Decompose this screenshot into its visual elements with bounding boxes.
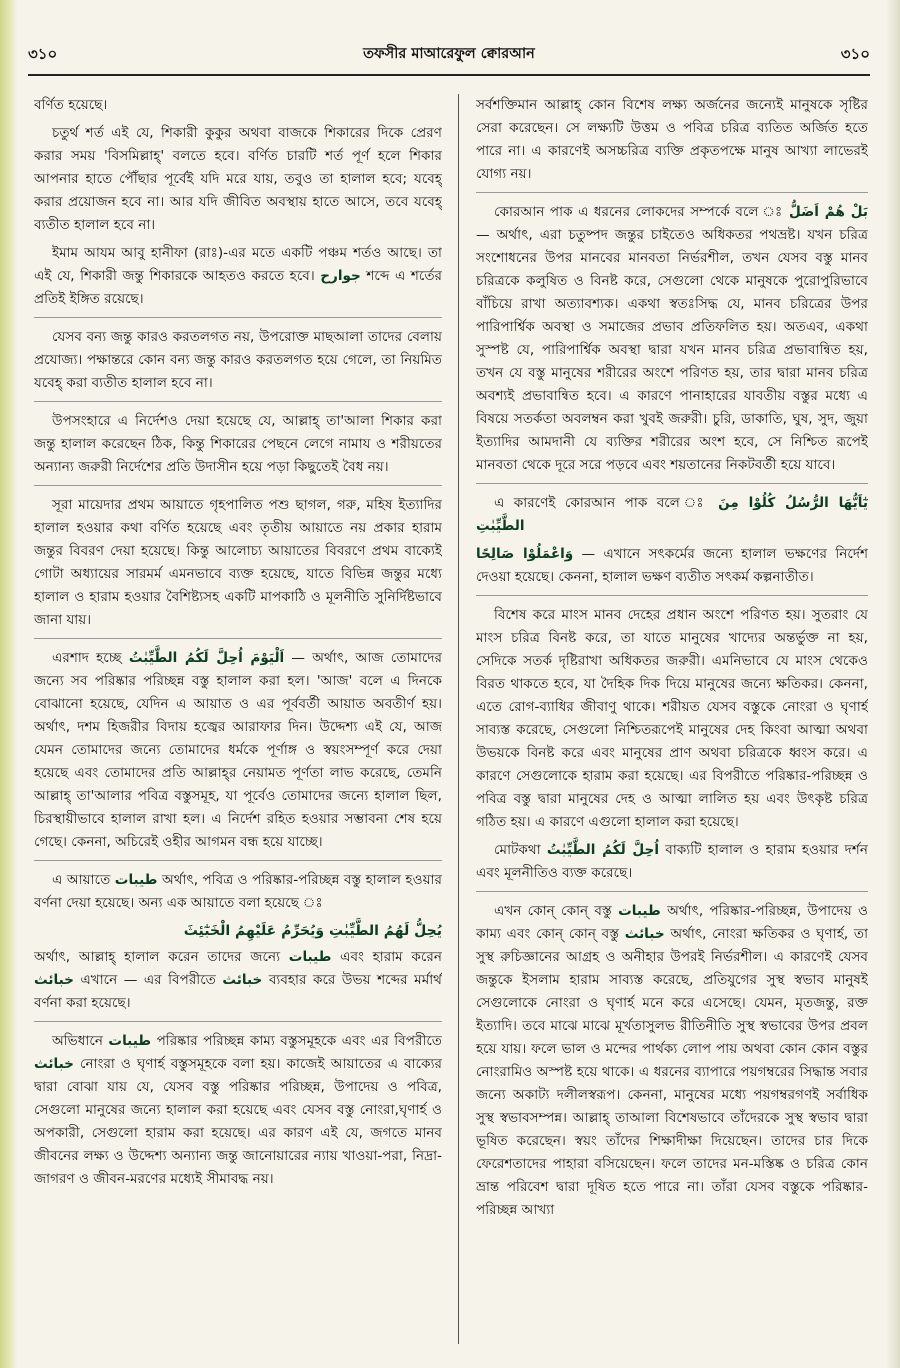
arabic-word: خبائث xyxy=(624,926,665,942)
paragraph-separator xyxy=(476,483,868,484)
paragraph-separator xyxy=(34,1021,442,1022)
paragraph: যেসব বন্য জন্তু কারও করতলগত নয়, উপরোক্ত মাছআলা তাদের বেলায় প্রযোজ্য। পক্ষান্তরে কোন বন্য জন্তু কারও করতলগত হয়ে গেলে, তা নিয়মিত যবেহ্ করা ব্যতীত হালাল হবে না। xyxy=(34,329,442,391)
paragraph: সর্বশক্তিমান আল্লাহ্ কোন বিশেষ লক্ষ্য অর্জনের জন্যেই মানুষকে সৃষ্টির সেরা করেছেন। সে লক্ষ্যটি উত্তম ও পবিত্র চরিত্র ব্যতিত অর্জিত হতে পারে না। এ কারণেই অসচ্চরিত্র ব্যক্তি প্রকৃতপক্ষে মানুষ আখ্যা লাভেরই যোগ্য নয়। xyxy=(476,97,868,182)
header-rule xyxy=(28,74,870,76)
paragraph: সূরা মায়েদার প্রথম আয়াতে গৃহপালিত পশু ছাগল, গরু, মহিষ ইত্যাদির হালাল হওয়ার কথা বর্ণিত হয়েছে এবং তৃতীয় আয়াতে নয় প্রকার হারাম জন্তুর বিবরণ দেয়া হয়েছে। কিন্তু আলোচ্য আয়াতের বিবরণে প্রথম বাক্যেই গোটা অধ্যায়ের সারমর্ম এমনভাবে ব্যক্ত হয়েছে, যাতে বিভিন্ন জন্তুর মধ্যে হালাল ও হারাম হওয়ার বৈশিষ্ট্যসহ একটি মাপকাঠি ও মূলনীতি সুনির্দিষ্টভাবে জানা যায়। xyxy=(34,497,442,628)
page-edge-right xyxy=(886,0,900,1368)
arabic-word: خبائث xyxy=(34,972,74,988)
arabic-word: طيبات xyxy=(618,903,661,919)
page-edge-left xyxy=(0,0,18,1368)
paragraph: মোটকথা اُحِلَّ لَكُمُ الطَّيِّبٰتُ বাক্যটি হালাল ও হারাম হওয়ার দর্শন এবং মূলনীতিও ব্যক্ত করেছে। xyxy=(476,842,868,881)
paragraph-separator xyxy=(34,638,442,639)
arabic-word: خبائث xyxy=(222,972,263,988)
paragraph: وَاعْمَلُوْا صَالِحًا — এখানে সৎকর্মের জন্যে হালাল ভক্ষণের নির্দেশ দেওয়া হয়েছে। কেননা, হালাল ভক্ষণ ব্যতীত সৎকর্ম কল্পনাতীত। xyxy=(476,546,868,585)
paragraph: এ আয়াতে طيبات অর্থাৎ, পবিত্র ও পরিষ্কার-পরিচ্ছন্ন বস্তু হালাল হওয়ার বর্ণনা দেয়া হয়েছে। অন্য এক আয়াতে বলা হয়েছে ঃ xyxy=(34,872,442,911)
paragraph: এ কারণেই কোরআন পাক বলে ঃ يٰٓاَيُّهَا الرُّسُلُ كُلُوْا مِنَ الطَّيِّبٰتِ xyxy=(476,495,868,534)
arabic-verse: اَلْيَوْمَ اُحِلَّ لَكُمُ الطَّيِّبٰتُ xyxy=(128,650,285,666)
arabic-word: جوارح xyxy=(320,268,361,284)
paragraph-separator xyxy=(476,891,868,892)
arabic-word: طيبات xyxy=(288,949,332,965)
page-header xyxy=(28,40,870,70)
paragraph: ইমাম আযম আবু হানীফা (রাঃ)-এর মতে একটি পঞ্চম শর্তও আছে। তা এই যে, শিকারী জন্তু শিকারকে আহতও করতে হবে। جوارح শব্দে এ শর্তের প্রতিই ইঙ্গিত রয়েছে। xyxy=(34,245,442,307)
paragraph: বিশেষ করে মাংস মানব দেহের প্রধান অংশে পরিণত হয়। সুতরাং যে মাংস চরিত্র বিনষ্ট করে, তা যাতে মানুষের খাদ্যের অন্তর্ভুক্ত না হয়, সেদিকে সতর্ক দৃষ্টিরাখা অধিকতর জরুরী। এমনিভাবে যে মাংস থেকেও বিরত থাকতে হবে, যা দৈহিক দিক দিয়ে মানুষের জন্যে ক্ষতিকর। কেননা, এতে রোগ-ব্যাধির জীবাণু থাকে। শরীয়ত যেসব বস্তুকে নোংরা ও ঘৃণার্হ সাব্যস্ত করেছে, সেগুলো নিশ্চিতরূপেই মানুষের দেহ কিংবা আত্মা অথবা উভয়কে বিনষ্ট করে এবং মানুষের প্রাণ অথবা চরিত্রকে ধ্বংস করে। এ কারণে সেগুলোকে হারাম করা হয়েছে। এর বিপরীতে পরিষ্কার-পরিচ্ছন্ন ও পবিত্র বস্তু দ্বারা মানুষের দেহ ও আত্মা লালিত হয় এবং উৎকৃষ্ট চরিত্র গঠিত হয়। এ কারণে এগুলো হালাল করা হয়েছে। xyxy=(476,607,868,830)
paragraph-separator xyxy=(34,317,442,318)
paragraph: এরশাদ হচ্ছে اَلْيَوْمَ اُحِلَّ لَكُمُ الطَّيِّبٰتُ — অর্থাৎ, আজ তোমাদের জন্যে সব পরিষ্কার পরিচ্ছন্ন বস্তু হালাল করা হল। 'আজ' বলে এ দিনকে বোঝানো হয়েছে, যেদিন এ আয়াত ও এর পূর্ববর্তী আয়াত অবতীর্ণ হয়। অর্থাৎ, দশম হিজরীর বিদায় হজ্বের আরাফার দিন। উদ্দেশ্য এই যে, আজ যেমন তোমাদের জন্যে তোমাদের ধর্মকে পূর্ণাঙ্গ ও স্বয়ংসম্পূর্ণ করে দেয়া হয়েছে এবং তোমাদের প্রতি আল্লাহ্‌র নেয়ামত পূর্ণতা লাভ করেছে, তেমনি আল্লাহ্ তা'আলার পবিত্র বস্তুসমূহ, যা পূর্বেও তোমাদের জন্যে হালাল ছিল, চিরস্থায়ীভাবে হালাল রাখা হল। এ নির্দেশ রহিত হওয়ার সম্ভাবনা শেষ হয়ে গেছে। কেননা, অচিরেই ওহীর আগমন বন্ধ হয়ে যাচ্ছে। xyxy=(34,650,442,850)
right-column xyxy=(476,94,868,1344)
column-divider xyxy=(458,94,459,1344)
arabic-verse: وَاعْمَلُوْا صَالِحًا xyxy=(476,546,574,562)
paragraph-separator xyxy=(476,192,868,193)
paragraph: বর্ণিত হয়েছে। xyxy=(34,97,108,113)
arabic-word: طيبات xyxy=(114,872,158,888)
arabic-verse: بَلْ هُمْ اَضَلُّ xyxy=(788,204,868,220)
paragraph: অর্থাৎ, আল্লাহ্ হালাল করেন তাদের জন্যে طيبات এবং হারাম করেন خبائث এখানে — এর বিপরীতে خبائث ব্যবহার করে উভয় শব্দের মর্মার্থ বর্ণনা করা হয়েছে। xyxy=(34,949,442,1011)
paragraph-separator xyxy=(476,595,868,596)
left-page-number: ৩১০ xyxy=(28,44,58,63)
paragraph-separator xyxy=(34,485,442,486)
paragraph: অভিধানে طيبات পরিষ্কার পরিচ্ছন্ন কাম্য বস্তুসমূহকে এবং এর বিপরীতে خبائث নোংরা ও ঘৃণার্হ বস্তুসমূহকে বলা হয়। কাজেই আয়াতের এ বাক্যের দ্বারা বোঝা যায় যে, যেসব বস্তু পরিষ্কার পরিচ্ছন্ন, উপাদেয় ও পবিত্র, সেগুলো মানুষের জন্যে হালাল করা হয়েছে এবং যেসব বস্তু নোংরা,ঘৃণার্হ ও অপকারী, সেগুলো হারাম করা হয়েছে। এর কারণ এই যে, জগতে মানব জীবনের লক্ষ্য ও উদ্দেশ্য অন্যান্য জন্তু জানোয়ারের ন্যায় খাওয়া-পরা, নিদ্রা-জাগরণ ও জীবন-মরণের মধ্যেই সীমাবদ্ধ নয়। xyxy=(34,1033,442,1187)
paragraph: কোরআন পাক এ ধরনের লোকদের সম্পর্কে বলে ঃ بَلْ هُمْ اَضَلُّ — অর্থাৎ, এরা চতুষ্পদ জন্তুর চাইতেও অধিকতর পথভ্রষ্ট। যখন চরিত্র সংশোধনের উপর মানবের মানবতা নির্ভরশীল, তখন যেসব বস্তু মানব চরিত্রকে কলুষিত ও বিনষ্ট করে, সেগুলো থেকে মানুষকে পুরোপুরিভাবে বাঁচিয়ে রাখা অত্যাবশ্যক। একথা স্বতঃসিদ্ধ যে, মানব চরিত্রের উপর পারিপার্শ্বিক অবস্থা ও সমাজের প্রভাব প্রতিফলিত হয়। অতএব, একথা সুস্পষ্ট যে, পারিপার্শ্বিক অবস্থা দ্বারা যখন মানব চরিত্র প্রভাবান্বিত হয়, তখন যে বস্তু মানুষের শরীরের অংশে পরিণত হয়, তার দ্বারা মানব চরিত্র অবশ্যই প্রভাবান্বিত হবে। এ কারণে পানাহারের যাবতীয় বস্তুর মধ্যে এ বিষয়ে সতর্কতা অবলম্বন করা খুবই জরুরী। চুরি, ডাকাতি, ঘুষ, সুদ, জুয়া ইত্যাদির আমদানী যে ব্যক্তির শরীরের অংশ হবে, সে নিশ্চিত রূপেই মানবতা থেকে দূরে সরে পড়বে এবং শয়তানের নিকটবর্তী হয়ে যাবে। xyxy=(476,204,868,473)
arabic-verse: يٰٓاَيُّهَا الرُّسُلُ كُلُوْا مِنَ الطَّيِّبٰتِ xyxy=(476,495,868,534)
paragraph-separator xyxy=(34,401,442,402)
arabic-word: خبائث xyxy=(34,1056,74,1072)
arabic-word: طيبات xyxy=(108,1033,152,1049)
paragraph-separator xyxy=(34,860,442,861)
right-page-number: ৩১০ xyxy=(840,44,870,63)
paragraph: চতুর্থ শর্ত এই যে, শিকারী কুকুর অথবা বাজকে শিকারের দিকে প্রেরণ করার সময় 'বিসমিল্লাহ্' বলতে হবে। বর্ণিত চারটি শর্ত পূর্ণ হলে শিকার আপনার হাতে পৌঁছার পূর্বেই যদি মরে যায়, তবুও তা হালাল হবে; যবেহ্ করার প্রয়োজন হবে না। আর যদি জীবিত অবস্থায় হাতে আসে, তবে যবেহ্ ব্যতীত হালাল হবে না। xyxy=(34,125,442,233)
paragraph: এখন কোন্ কোন্ বস্তু طيبات অর্থাৎ, পরিষ্কার-পরিচ্ছন্ন, উপাদেয় ও কাম্য এবং কোন্ কোন্ বস্তু خبائث অর্থাৎ, নোংরা ক্ষতিকর ও ঘৃণার্হ, তা সুস্থ রুচিজ্ঞানের আগ্রহ ও অনীহার উপরই নির্ভরশীল। এ কারণেই যেসব জন্তুকে ইসলাম হারাম সাব্যস্ত করেছে, প্রতিযুগের সুস্থ স্বভাব মানুষই সেগুলোকে নোংরা ও ঘৃণার্হ মনে করে এসেছে। যেমন, মৃতজন্তু, রক্ত ইত্যাদি। তবে মাঝে মাঝে মূর্খতাসুলভ রীতিনীতি সুস্থ স্বভাবের উপর প্রবল হয়ে যায়। ফলে ভাল ও মন্দের পার্থক্য লোপ পায় অথবা কোন কোন বস্তুর নোংরামিও অস্পষ্ট হয়ে থাকে। এ ধরনের ব্যাপারে পয়গম্বরের সিদ্ধান্ত সবার জন্যে অকাট্য দলীলস্বরূপ। কেননা, মানুষের মধ্যে পয়গম্বরগণই সর্বাধিক সুস্থ স্বভাবসম্পন্ন। আল্লাহ্ তাআলা বিশেষভাবে তাঁদেরকে সুস্থ স্বভাব দ্বারা ভূষিত করেছেন। স্বয়ং তাঁদের শিক্ষাদীক্ষা দিয়েছেন। তাদের চার দিকে ফেরেশতাদের পাহারা বসিয়েছেন। ফলে তাদের মন-মস্তিষ্ক ও চরিত্র কোন ভ্রান্ত পরিবেশ দ্বারা দূষিত হতে পারে না। তাঁরা যেসব বস্তুকে পরিষ্কার-পরিচ্ছন্ন আখ্যা xyxy=(476,903,868,1218)
running-title: তফসীর মাআরেফুল ক্বোরআন xyxy=(363,46,535,62)
left-column xyxy=(34,94,442,1344)
arabic-verse: يُحِلُّ لَهُمُ الطَّيِّبٰتِ وَيُحَرِّمُ عَلَيْهِمُ الْخَبٰٓئِثَ xyxy=(183,923,442,939)
paragraph: উপসংহারে এ নির্দেশও দেয়া হয়েছে যে, আল্লাহ্ তা'আলা শিকার করা জন্তু হালাল করেছেন ঠিক, কিন্তু শিকারের পেছনে লেগে নামায ও শরীয়তের অন্যান্য জরুরী নির্দেশের প্রতি উদাসীন হয়ে পড়া কিছুতেই বৈধ নয়। xyxy=(34,413,442,475)
arabic-verse: اُحِلَّ لَكُمُ الطَّيِّبٰتُ xyxy=(546,842,659,858)
